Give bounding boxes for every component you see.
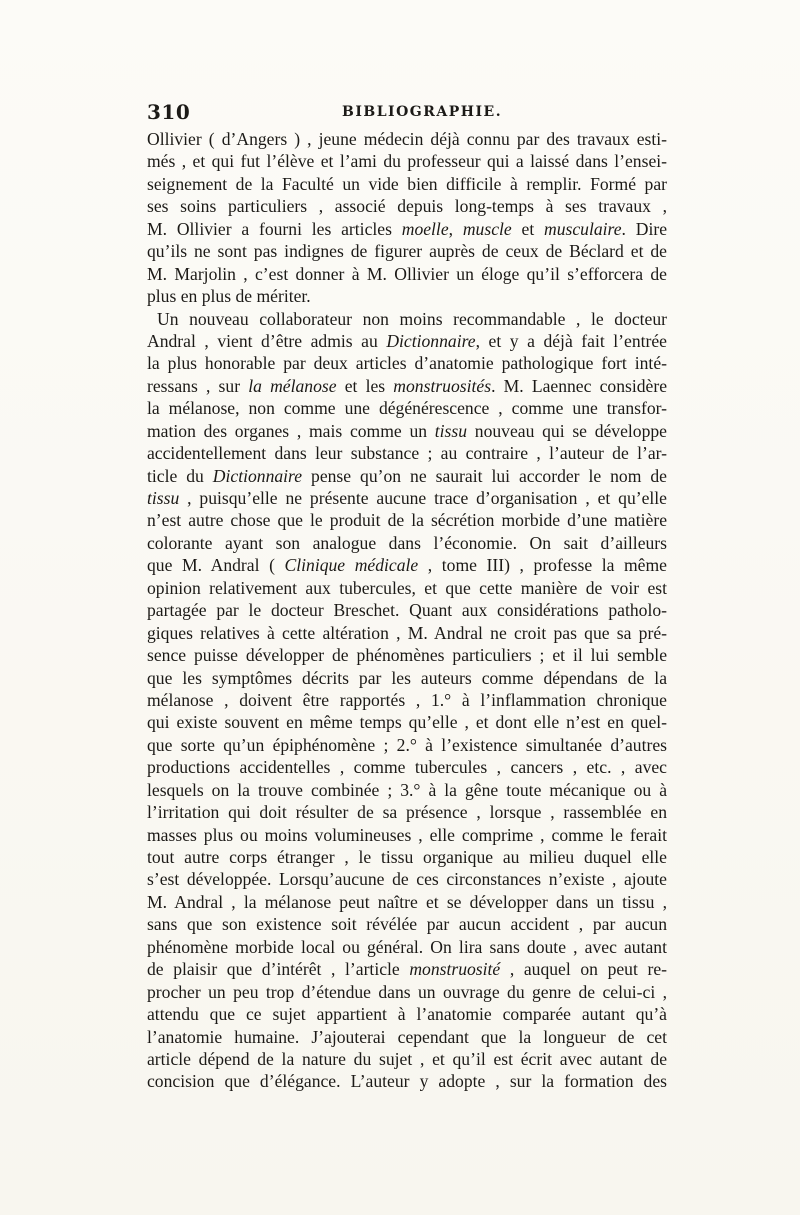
text-segment: nouveau qui se développe <box>467 420 667 441</box>
italic-text: Clinique médicale <box>284 555 419 576</box>
text-line <box>147 554 667 576</box>
text-segment: la plus honorable par deux articles d’anatomie pathologique fort inté- <box>147 353 667 374</box>
text-line <box>147 195 667 217</box>
text-line <box>147 868 667 890</box>
text-line <box>147 779 667 801</box>
text-line <box>147 375 667 397</box>
text-line <box>147 352 667 374</box>
text-line <box>147 644 667 666</box>
text-line <box>147 285 667 307</box>
text-line <box>147 958 667 980</box>
text-segment: Andral , vient d’être admis au <box>147 330 387 351</box>
text-line <box>147 173 667 195</box>
text-segment: seignement de la Faculté un vide bien difficile à remplir. Formé par <box>147 173 667 194</box>
text-segment: l’irritation qui doit résulter de sa présence , lorsque , rassemblée en <box>147 802 667 823</box>
text-segment: , <box>448 218 463 239</box>
italic-text: monstruosité <box>409 959 501 980</box>
text-line <box>147 218 667 240</box>
text-line <box>147 981 667 1003</box>
text-line <box>147 487 667 509</box>
text-segment: que sorte qu’un épiphénomène ; 2.° à l’existence simultanée d’autres <box>147 734 667 755</box>
text-segment: M. Marjolin , c’est donner à M. Ollivier un éloge qu’il s’efforcera de <box>147 263 667 284</box>
text-line <box>147 1070 667 1092</box>
text-line <box>147 599 667 621</box>
page-number: 310 <box>147 100 191 124</box>
text-segment: . M. Laennec considère <box>491 375 667 396</box>
text-line <box>147 846 667 868</box>
text-line <box>147 308 667 330</box>
text-line <box>147 1048 667 1070</box>
italic-text: Dictionnaire <box>386 330 476 351</box>
text-line <box>147 442 667 464</box>
text-segment: Un nouveau collaborateur non moins recommandable , le docteur <box>157 308 667 329</box>
text-segment: opinion relativement aux tubercules, et que cette manière de voir est <box>147 577 667 598</box>
text-segment: , auquel on peut re- <box>500 959 667 980</box>
italic-text: tissu <box>434 420 468 441</box>
text-segment: que les symptômes décrits par les auteurs comme dépendans de la <box>147 667 667 688</box>
text-line <box>147 734 667 756</box>
text-segment: ticle du <box>147 465 213 486</box>
text-segment: sans que son existence soit révélée par aucun accident , par aucun <box>147 914 667 935</box>
text-segment: M. Ollivier a fourni les articles <box>147 218 402 239</box>
text-segment: que M. Andral ( <box>147 555 285 576</box>
text-segment: et les <box>336 375 394 396</box>
body-text <box>147 128 667 1093</box>
text-segment: et <box>511 218 545 239</box>
text-segment: mation des organes , mais comme un <box>147 420 435 441</box>
text-line <box>147 128 667 150</box>
text-segment: la mélanose, non comme une dégénérescence , comme une transfor- <box>147 398 667 419</box>
text-segment: mélanose , doivent être rapportés , 1.° à l’inflammation chronique <box>147 689 667 710</box>
text-segment: qui existe souvent en même temps qu’elle , et dont elle n’est en quel- <box>147 712 667 733</box>
text-segment: qu’ils ne sont pas indignes de figurer auprès de ceux de Béclard et de <box>147 241 667 262</box>
text-line <box>147 397 667 419</box>
text-segment: productions accidentelles , comme tubercules , cancers , etc. , avec <box>147 757 667 778</box>
text-segment: procher un peu trop d’étendue dans un ouvrage du genre de celui-ci , <box>147 981 667 1002</box>
running-head: BIBLIOGRAPHIE. <box>342 104 503 120</box>
text-line <box>147 240 667 262</box>
text-segment: M. Andral , la mélanose peut naître et se développer dans un tissu , <box>147 891 667 912</box>
text-segment: giques relatives à cette altération , M. Andral ne croit pas que sa pré- <box>147 622 667 643</box>
text-segment: sence puisse développer de phénomènes particuliers ; et il lui semble <box>147 645 667 666</box>
text-line <box>147 756 667 778</box>
text-line <box>147 711 667 733</box>
text-line <box>147 420 667 442</box>
text-segment: n’est autre chose que le produit de la sécrétion morbide d’une matière <box>147 510 667 531</box>
italic-text: la mélanose <box>248 375 337 396</box>
italic-text: tissu <box>147 488 180 508</box>
text-line <box>147 465 667 487</box>
text-segment: Ollivier ( d’Angers ) , jeune médecin déjà connu par des travaux esti- <box>147 129 667 149</box>
text-segment: l’anatomie humaine. J’ajouterai cependant que la longueur de cet <box>147 1026 667 1047</box>
text-segment: de plaisir que d’intérêt , l’article <box>147 959 410 980</box>
text-line <box>147 622 667 644</box>
text-line <box>147 150 667 172</box>
text-line <box>147 509 667 531</box>
text-segment: s’est développée. Lorsqu’aucune de ces circonstances n’existe , ajoute <box>147 869 667 890</box>
text-segment: attendu que ce sujet appartient à l’anatomie comparée autant qu’à <box>147 1004 667 1025</box>
text-segment: ses soins particuliers , associé depuis long-temps à ses travaux , <box>147 196 667 217</box>
text-line <box>147 1026 667 1048</box>
text-line <box>147 891 667 913</box>
italic-text: muscle <box>462 218 512 239</box>
text-segment: ressans , sur <box>147 375 249 396</box>
text-line <box>147 577 667 599</box>
text-segment: , tome III) , professe la même <box>418 555 667 576</box>
text-segment: més , et qui fut l’élève et l’ami du professeur qui a laissé dans l’ensei- <box>147 151 667 172</box>
italic-text: monstruosités <box>393 375 492 396</box>
text-segment: partagée par le docteur Breschet. Quant aux considérations patholo- <box>147 600 667 621</box>
text-segment: masses plus ou moins volumineuses , elle comprime , comme le ferait <box>147 824 667 845</box>
text-segment: concision que d’élégance. L’auteur y adopte , sur la formation des <box>147 1071 667 1092</box>
text-line <box>147 667 667 689</box>
text-segment: , et y a déjà fait l’entrée <box>475 330 667 351</box>
text-segment: pense qu’on ne saurait lui accorder le nom de <box>302 465 667 486</box>
text-segment: colorante ayant son analogue dans l’économie. On sait d’ailleurs <box>147 532 667 553</box>
page-header <box>147 100 667 128</box>
italic-text: Dictionnaire <box>212 465 303 486</box>
text-segment: article dépend de la nature du sujet , et qu’il est écrit avec autant de <box>147 1048 667 1069</box>
text-segment: accidentellement dans leur substance ; au contraire , l’auteur de l’ar- <box>147 443 667 464</box>
text-line <box>147 936 667 958</box>
text-segment: tout autre corps étranger , le tissu organique au milieu duquel elle <box>147 847 667 867</box>
text-line <box>147 1003 667 1025</box>
text-line <box>147 689 667 711</box>
text-line <box>147 263 667 285</box>
text-segment: plus en plus de mériter. <box>147 286 311 307</box>
text-segment: , puisqu’elle ne présente aucune trace d’organisation , et qu’elle <box>179 488 667 508</box>
text-line <box>147 824 667 846</box>
italic-text: musculaire <box>544 218 622 239</box>
text-line <box>147 801 667 823</box>
text-segment: phénomène morbide local ou général. On lira sans doute , avec autant <box>147 936 667 957</box>
text-line <box>147 532 667 554</box>
text-segment: lesquels on la trouve combinée ; 3.° à la gêne toute mécanique ou à <box>147 779 667 800</box>
text-line <box>147 913 667 935</box>
text-line <box>147 330 667 352</box>
text-segment: . Dire <box>621 218 667 239</box>
italic-text: moelle <box>401 218 449 239</box>
